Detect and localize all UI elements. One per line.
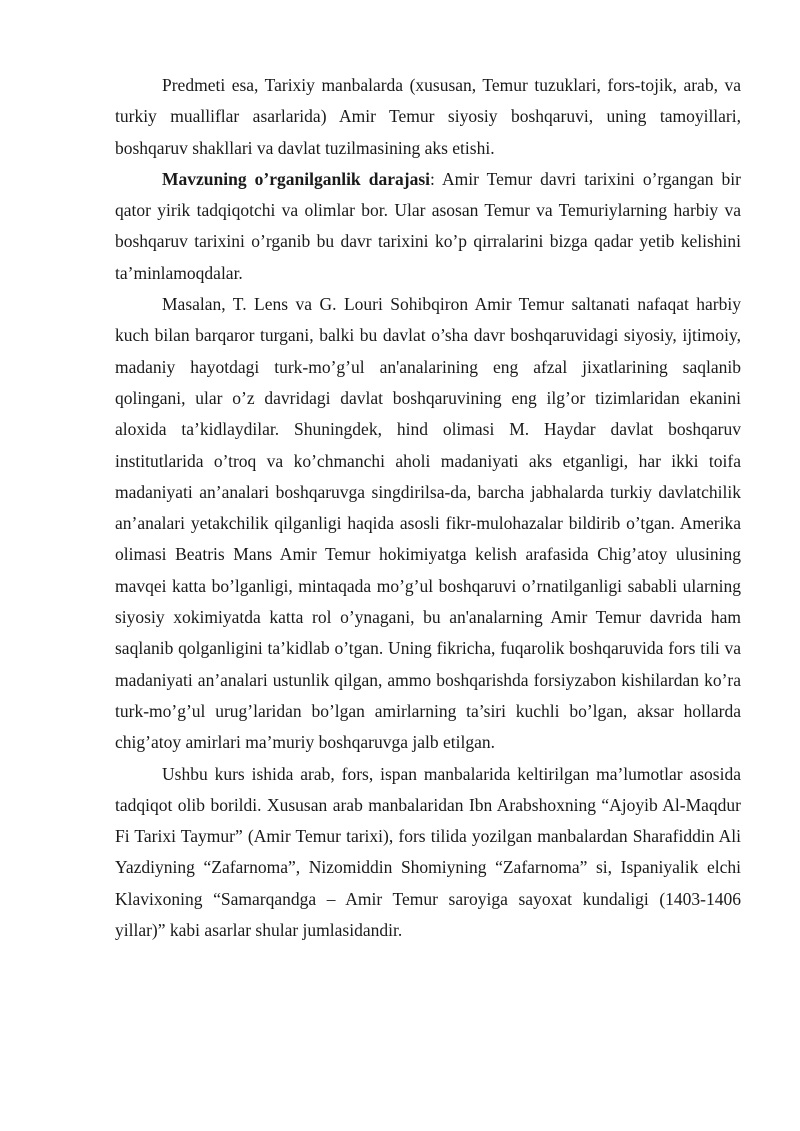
paragraph-heading: Mavzuning o’rganilganlik darajasi	[162, 168, 430, 189]
paragraph-scholars	[115, 289, 741, 758]
paragraph-text: : Amir Temur davri tarixini o’rgangan bir qator yirik tadqiqotchi va olimlar bor. Ular asosan Temur va Temuriylarning harbiy va boshqaruv tarixini o’rganib bu davr tarixini ko’p qirralarini bizga qadar yetib kelishini ta’minlamoqdalar.	[115, 168, 741, 283]
paragraph-subject	[115, 70, 741, 164]
paragraph-text: Predmeti esa, Tarixiy manbalarda (xususan, Temur tuzuklari, fors-tojik, arab, va turkiy mualliflar asarlarida) Amir Temur siyosiy boshqaruvi, uning tamoyillari, boshqaruv shakllari va davlat tuzilmasining aks etishi.	[115, 75, 741, 158]
paragraph-text: Masalan, T. Lens va G. Louri Sohibqiron Amir Temur saltanati nafaqat harbiy kuch bilan barqaror turgani, balki bu davlat o’sha davr boshqaruvidagi siyosiy, ijtimoiy, madaniy hayotdagi turk-mo’g’ul an'analarining eng afzal jixatlarining saqlanib qolingani, ular o’z davridagi davlat boshqaruvining eng ilg’or tizimlaridan ekanini aloxida ta’kidlaydilar. Shuningdek, hind olimasi M. Haydar davlat boshqaruv institutlarida o’troq va ko’chmanchi aholi madaniyati aks etganligi, har ikki toifa madaniyati an’analari boshqaruvga singdirilsa-da, barcha jabhalarda turkiy davlatchilik an’analari yetakchilik qilganligi haqida asosli fikr-mulohazalar bildirib o’tgan. Amerika olimasi Beatris Mans Amir Temur hokimiyatga kelish arafasida Chig’atoy ulusining mavqei katta bo’lganligi, mintaqada mo’g’ul boshqaruvi o’rnatilganligi sababli ularning siyosiy xokimiyatda katta rol o’ynagani, bu an'analarning Amir Temur davrida ham saqlanib qolganligini ta’kidlab o’tgan. Uning fikricha, fuqarolik boshqaruvida fors tili va madaniyati an’analari ustunlik qilgan, ammo boshqarishda forsiyzabon kishilardan ko’ra turk-mo’g’ul urug’laridan bo’lgan amirlarning ta’siri kuchli bo’lgan, aksar hollarda chig’atoy amirlari ma’muriy boshqaruvga jalb etilgan.	[115, 294, 741, 753]
paragraph-text: Ushbu kurs ishida arab, fors, ispan manbalarida keltirilgan ma’lumotlar asosida tadqiqot olib borildi. Xususan arab manbalaridan Ibn Arabshoxning “Ajoyib Al-Maqdur Fi Tarixi Taymur” (Amir Temur tarixi), fors tilida yozilgan manbalardan Sharafiddin Ali Yazdiyning “Zafarnoma”, Nizomiddin Shomiyning “Zafarnoma” si, Ispaniyalik elchi Klavixoning “Samarqandga – Amir Temur saroyiga sayoxat kundaligi (1403-1406 yillar)” kabi asarlar shular jumlasidandir.	[115, 763, 741, 941]
document-page	[115, 70, 741, 946]
paragraph-sources	[115, 759, 741, 947]
paragraph-study-level	[115, 164, 741, 289]
